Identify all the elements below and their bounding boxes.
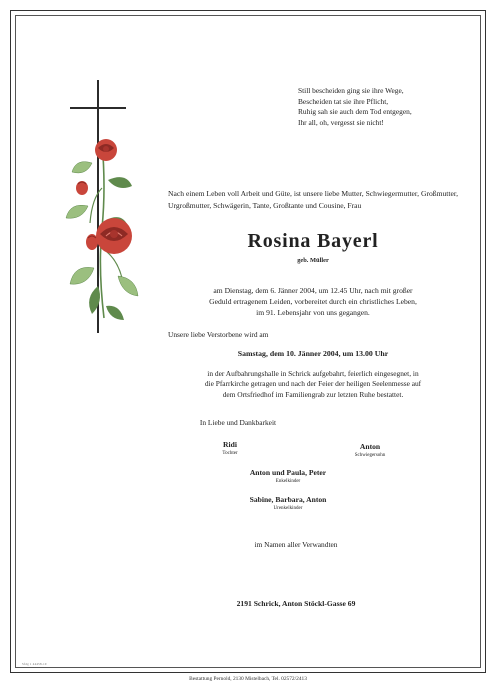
mourner-relation: Tochter (222, 451, 238, 456)
mourner-great-grandchildren (218, 495, 358, 512)
mourner-daughter (200, 440, 260, 457)
mourner-name: Ridi (223, 440, 237, 449)
mourner-name: Sabine, Barbara, Anton (249, 495, 327, 504)
mourner-relation: Schwiegersohn (354, 453, 386, 458)
mourner-son-in-law (335, 442, 405, 459)
print-code: Sfdg 1 44458-10 (22, 662, 47, 666)
funeral-date: Samstag, dem 10. Jänner 2004, um 13.00 Uhr (237, 349, 389, 358)
family-address: 2191 Schrick, Anton Stöckl-Gasse 69 (236, 599, 356, 608)
maiden-name: geb. Müller (297, 257, 329, 264)
mourner-name: Anton (359, 442, 381, 451)
ceremony-line: die Pfarrkirche getragen und nach der Feier der heiligen Seelenmesse auf (204, 379, 422, 389)
death-details (168, 286, 458, 318)
rose-bud-icon (86, 234, 98, 250)
mourner-relation: Urenkelkinder (273, 506, 303, 511)
death-line: im 91. Lebensjahr von uns gegangen. (256, 307, 370, 317)
deceased-name: Rosina Bayerl (247, 230, 379, 252)
funeral-intro: Unsere liebe Verstorbene wird am (168, 330, 269, 339)
poem-line: Bescheiden tat sie ihre Pflicht, (298, 96, 389, 106)
mourner-relation: Enkelkinder (275, 479, 301, 484)
announcement-intro: Nach einem Leben voll Arbeit und Güte, ist unsere liebe Mutter, Schwiegermutter, Großmutter, Urgroßmutter, Schwägerin, Tante, Großtante und Cousine, Frau (168, 189, 458, 210)
ceremony-line: dem Ortsfriedhof im Familiengrab zur letzten Ruhe bestattet. (222, 389, 404, 399)
mourner-grandchildren (218, 468, 358, 485)
death-line: Geduld ertragenem Leiden, vorbereitet durch ein christliches Leben, (209, 296, 417, 306)
cross-horizontal-bar (70, 107, 126, 109)
poem-line: Ruhig sah sie auch dem Tod entgegen, (298, 107, 412, 117)
ceremony-line: in der Aufbahrungshalle in Schrick aufgebahrt, feierlich eingesegnet, in (207, 369, 419, 378)
all-relatives-line: im Namen aller Verwandten (254, 540, 338, 549)
mourner-name: Anton und Paula, Peter (249, 468, 327, 477)
love-and-gratitude: In Liebe und Dankbarkeit (199, 418, 277, 427)
funeral-home-footer: Bestattung Pernold, 2130 Mistelbach, Tel. 02572/2413 (189, 676, 307, 682)
poem-line: Still bescheiden ging sie ihre Wege, (298, 86, 404, 95)
death-line: am Dienstag, dem 6. Jänner 2004, um 12.45 Uhr, nach mit großer (213, 286, 413, 295)
rose-icon (95, 139, 117, 161)
ceremony-details (168, 369, 458, 400)
rose-icon (96, 218, 132, 254)
poem-line: Ihr all, oh, vergesst sie nicht! (298, 117, 384, 127)
poem (298, 86, 458, 128)
rose-bud-icon (76, 181, 88, 195)
roses-illustration (62, 128, 152, 324)
